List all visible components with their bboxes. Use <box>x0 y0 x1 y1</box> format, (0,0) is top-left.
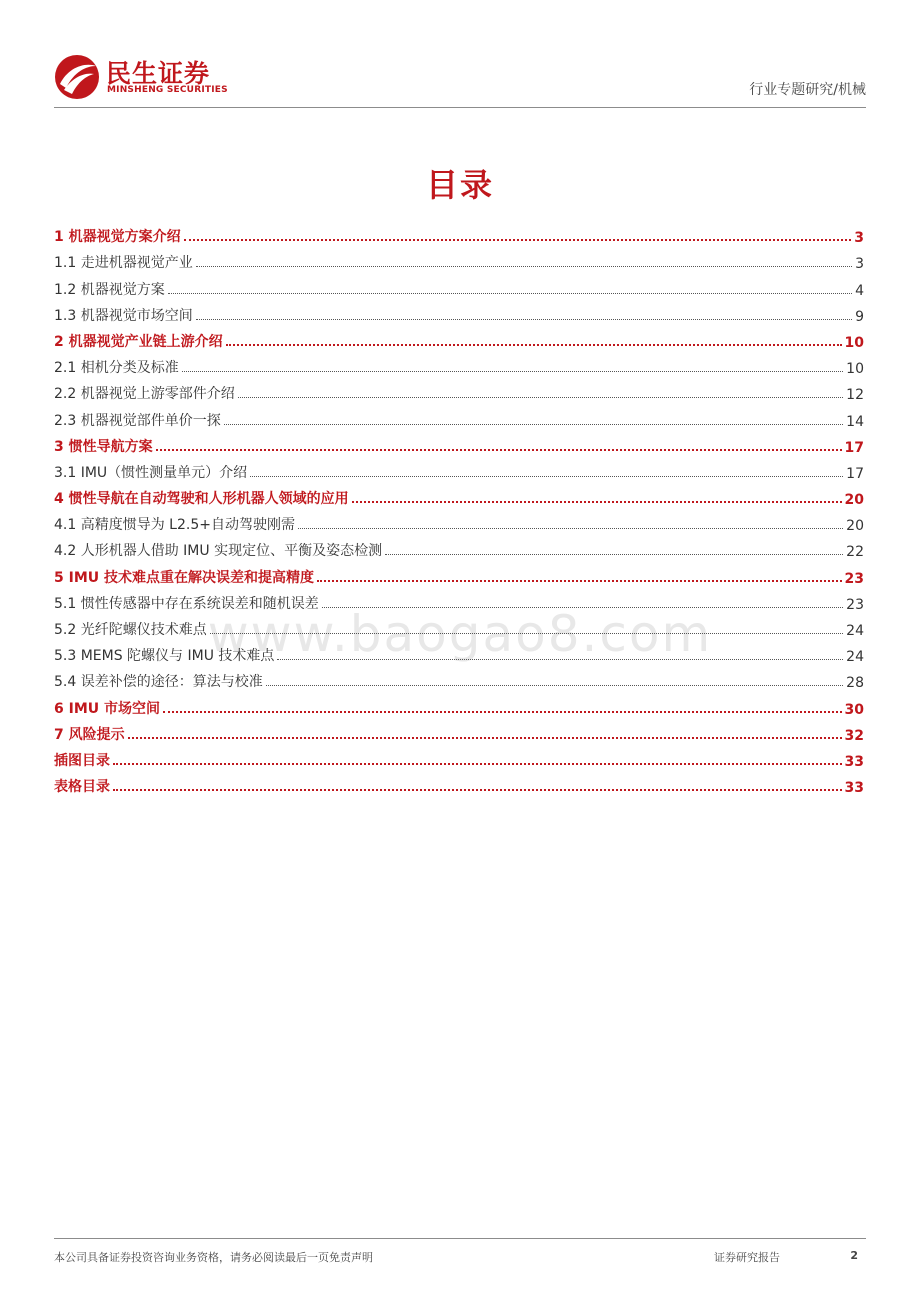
toc-entry-title: 3 惯性导航方案 <box>54 438 153 455</box>
toc-entry-chapter[interactable] <box>54 560 864 586</box>
toc-entry-section[interactable] <box>54 639 864 665</box>
footer-divider <box>54 1238 866 1239</box>
toc-entry-page: 10 <box>844 334 864 351</box>
toc-dot-leader <box>168 293 852 294</box>
toc-entry-section[interactable] <box>54 351 864 377</box>
toc-entry-title: 表格目录 <box>54 779 110 796</box>
toc-entry-page: 22 <box>846 544 864 561</box>
toc-dot-leader <box>266 685 843 686</box>
toc-entry-page: 12 <box>846 387 864 404</box>
toc-dot-leader <box>196 319 852 320</box>
toc-entry-page: 14 <box>846 413 864 430</box>
toc-entry-page: 17 <box>846 465 864 482</box>
toc-entry-page: 3 <box>854 230 864 247</box>
toc-entry-title: 1.3 机器视觉市场空间 <box>54 307 193 324</box>
toc-entry-page: 20 <box>844 492 864 509</box>
toc-entry-section[interactable] <box>54 613 864 639</box>
toc-entry-chapter[interactable] <box>54 325 864 351</box>
toc-entry-title: 2.2 机器视觉上游零部件介绍 <box>54 386 235 403</box>
toc-dot-leader <box>322 607 843 608</box>
toc-entry-title: 7 风险提示 <box>54 726 125 743</box>
toc-entry-title: 4.1 高精度惯导为 L2.5+自动驾驶刚需 <box>54 517 295 534</box>
toc-entry-title: 2 机器视觉产业链上游介绍 <box>54 333 223 350</box>
toc-entry-section[interactable] <box>54 587 864 613</box>
toc-entry-section[interactable] <box>54 377 864 403</box>
toc-entry-section[interactable] <box>54 665 864 691</box>
toc-dot-leader <box>317 580 842 582</box>
toc-entry-section[interactable] <box>54 403 864 429</box>
footer-disclaimer: 本公司具备证券投资咨询业务资格，请务必阅读最后一页免责声明 <box>54 1251 373 1264</box>
toc-dot-leader <box>250 476 843 477</box>
toc-dot-leader <box>113 763 842 765</box>
toc-entry-section[interactable] <box>54 456 864 482</box>
toc-dot-leader <box>128 737 842 739</box>
toc-entry-section[interactable] <box>54 246 864 272</box>
toc-dot-leader <box>277 659 843 660</box>
toc-dot-leader <box>385 554 843 555</box>
toc-entry-title: 2.1 相机分类及标准 <box>54 360 179 377</box>
report-category: 行业专题研究/机械 <box>749 82 866 98</box>
toc-dot-leader <box>182 371 843 372</box>
toc-entry-chapter[interactable] <box>54 691 864 717</box>
toc-entry-page: 33 <box>844 753 864 770</box>
toc-entry-page: 28 <box>846 675 864 692</box>
toc-entry-page: 30 <box>844 701 864 718</box>
toc-dot-leader <box>352 501 842 503</box>
toc-entry-page: 4 <box>855 282 864 299</box>
toc-entry-chapter[interactable] <box>54 482 864 508</box>
toc-entry-page: 32 <box>844 727 864 744</box>
toc-entry-title: 插图目录 <box>54 752 110 769</box>
toc-entry-page: 24 <box>846 649 864 666</box>
toc-entry-title: 1.1 走进机器视觉产业 <box>54 255 193 272</box>
toc-entry-title: 4.2 人形机器人借助 IMU 实现定位、平衡及姿态检测 <box>54 543 383 560</box>
page-number: 2 <box>850 1249 858 1262</box>
toc-entry-chapter[interactable] <box>54 220 864 246</box>
toc-entry-page: 17 <box>844 439 864 456</box>
toc-entry-page: 33 <box>844 780 864 797</box>
toc-entry-page: 23 <box>844 570 864 587</box>
toc-entry-title: 2.3 机器视觉部件单价一探 <box>54 412 221 429</box>
toc-entry-title: 5.4 误差补偿的途径：算法与校准 <box>54 674 263 691</box>
toc-entry-section[interactable] <box>54 299 864 325</box>
toc-dot-leader <box>184 239 852 241</box>
toc-entry-title: 5.2 光纤陀螺仪技术难点 <box>54 622 207 638</box>
toc-entry-page: 10 <box>846 361 864 378</box>
logo-text-cn: 民生证券 <box>106 59 211 88</box>
toc-entry-title: 3.1 IMU（惯性测量单元）介绍 <box>54 464 248 481</box>
footer-report-type: 证券研究报告 <box>714 1251 780 1264</box>
toc-entry-title: 5 IMU 技术难点重在解决误差和提高精度 <box>54 569 314 586</box>
toc-entry-title: 1 机器视觉方案介绍 <box>54 229 181 246</box>
toc-dot-leader <box>210 633 843 634</box>
page-footer <box>54 1238 866 1264</box>
toc-dot-leader <box>163 711 842 713</box>
toc-entry-title: 1.2 机器视觉方案 <box>54 281 165 298</box>
toc-entry-chapter[interactable] <box>54 430 864 456</box>
toc-entry-title: 4 惯性导航在自动驾驶和人形机器人领域的应用 <box>54 491 349 508</box>
toc-title: 目录 <box>425 166 494 204</box>
toc-dot-leader <box>156 449 842 451</box>
header-divider <box>54 107 866 108</box>
toc-entry-chapter[interactable] <box>54 744 864 770</box>
minsheng-logo <box>54 52 284 100</box>
toc-dot-leader <box>196 266 852 267</box>
toc-entry-section[interactable] <box>54 272 864 298</box>
toc-entry-chapter[interactable] <box>54 718 864 744</box>
toc-entry-title: 6 IMU 市场空间 <box>54 700 160 717</box>
toc-dot-leader <box>226 344 842 346</box>
toc-dot-leader <box>113 789 842 791</box>
toc-entry-page: 3 <box>855 256 864 273</box>
logo-text-en: MINSHENG SECURITIES <box>107 85 228 95</box>
toc-dot-leader <box>298 528 843 529</box>
toc-dot-leader <box>224 424 843 425</box>
toc-entry-title: 5.1 惯性传感器中存在系统误差和随机误差 <box>54 595 319 612</box>
table-of-contents <box>54 220 864 796</box>
toc-entry-page: 20 <box>846 518 864 535</box>
toc-entry-page: 23 <box>846 596 864 613</box>
page-header <box>54 52 866 108</box>
watermark: www.baogao8.com <box>207 605 713 663</box>
toc-entry-section[interactable] <box>54 508 864 534</box>
toc-entry-page: 24 <box>846 623 864 639</box>
minsheng-logo-icon <box>54 54 100 100</box>
toc-dot-leader <box>238 397 843 398</box>
toc-entry-title: 5.3 MEMS 陀螺仪与 IMU 技术难点 <box>54 648 275 665</box>
toc-entry-page: 9 <box>855 308 864 325</box>
toc-entry-chapter[interactable] <box>54 770 864 796</box>
toc-entry-section[interactable] <box>54 534 864 560</box>
